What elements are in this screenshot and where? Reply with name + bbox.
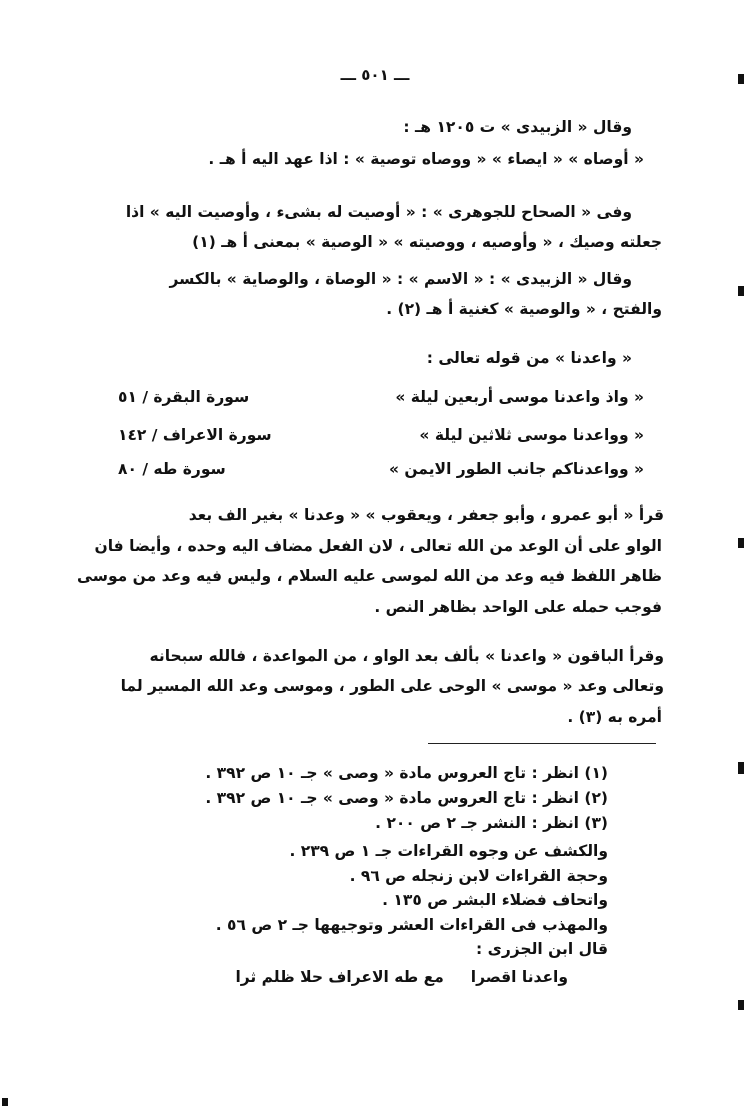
body-line: « واعدنا » من قوله تعالى : (426, 349, 632, 367)
footnote-line: واعدنا اقصرا مع طه الاعراف حلا ظلم ثرا (235, 968, 568, 986)
footnote-line: وحجة القراءات لابن زنجله ص ٩٦ . (349, 867, 608, 885)
footnote-line: (١) انظر : تاج العروس مادة « وصى » جـ ١٠ ص ٣٩٢ . (205, 764, 608, 782)
body-line: وتعالى وعد « موسى » الوحى على الطور ، وموسى وعد الله المسير لما (120, 677, 664, 695)
scan-mark (2, 1098, 8, 1106)
body-line: قرأ « أبو عمرو ، وأبو جعفر ، ويعقوب » « وعدنا » بغير الف بعد (188, 506, 664, 524)
scan-mark (738, 286, 744, 296)
body-line: وقرأ الباقون « واعدنا » بألف بعد الواو ، من المواعدة ، فالله سبحانه (149, 647, 664, 665)
scan-mark (738, 538, 744, 548)
footnote-line: قال ابن الجزرى : (476, 940, 608, 958)
footnote-divider (428, 743, 656, 744)
body-line: « أوصاه » « ايصاء » « ووصاه توصية » : اذا عهد اليه أ هـ . (208, 150, 644, 168)
verse-text: « وواعدنا موسى ثلاثين ليلة » (419, 426, 644, 444)
verse-reference: سورة البقرة / ٥١ (118, 388, 250, 406)
scan-mark (738, 762, 744, 774)
footnote-line: (٢) انظر : تاج العروس مادة « وصى » جـ ١٠ ص ٣٩٢ . (205, 789, 608, 807)
body-line: وفى « الصحاح للجوهرى » : « أوصيت له بشىء ، وأوصيت اليه » اذا (125, 203, 632, 221)
body-line: وقال « الزبيدى » ت ١٢٠٥ هـ : (403, 118, 632, 136)
body-line: فوجب حمله على الواحد بظاهر النص . (374, 598, 662, 616)
page-number: ـــ ٥٠١ ـــ (340, 66, 410, 84)
body-line: الواو على أن الوعد من الله تعالى ، لان الفعل مضاف اليه وحده ، وأيضا فان (94, 537, 662, 555)
body-line: وقال « الزبيدى » : « الاسم » : « الوصاة ، والوصاية » بالكسر (169, 270, 632, 288)
scan-mark (738, 1000, 744, 1010)
footnote-line: والكشف عن وجوه القراءات جـ ١ ص ٢٣٩ . (289, 842, 608, 860)
body-line: جعلته وصيك ، « وأوصيه ، ووصيته » « الوصية » بمعنى أ هـ (١) (192, 233, 662, 251)
footnote-line: واتحاف فضلاء البشر ص ١٣٥ . (382, 891, 608, 909)
footnote-line: والمهذب فى القراءات العشر وتوجيهها جـ ٢ ص ٥٦ . (215, 916, 608, 934)
verse-text: « واذ واعدنا موسى أربعين ليلة » (395, 388, 644, 406)
verse-reference: سورة الاعراف / ١٤٢ (118, 426, 272, 444)
footnote-line: (٣) انظر : النشر جـ ٢ ص ٢٠٠ . (375, 814, 608, 832)
body-line: والفتح ، « والوصية » كغنية أ هـ (٢) . (386, 300, 662, 318)
verse-text: « وواعدناكم جانب الطور الايمن » (388, 460, 644, 478)
scan-mark (738, 74, 744, 84)
verse-reference: سورة طه / ٨٠ (118, 460, 226, 478)
body-line: ظاهر اللفظ فيه وعد من الله لموسى عليه السلام ، وليس فيه وعد من موسى (77, 567, 662, 585)
body-line: أمره به (٣) . (567, 708, 662, 726)
